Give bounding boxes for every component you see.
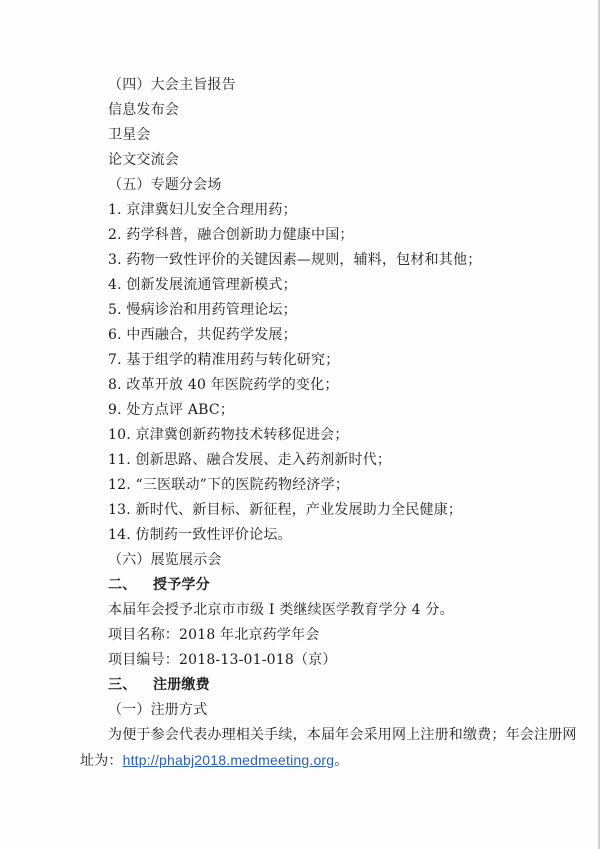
registration-text-line2 bbox=[80, 751, 349, 770]
session-item: 7. 基于组学的精准用药与转化研究； bbox=[108, 352, 340, 368]
session-item: 9. 处方点评 ABC； bbox=[108, 402, 235, 418]
credits-heading: 授予学分 bbox=[153, 577, 210, 593]
section-special-sessions: （五）专题分会场 bbox=[108, 177, 222, 193]
session-item: 6. 中西融合，共促药学发展； bbox=[108, 327, 297, 343]
credits-heading-number: 二、 bbox=[108, 577, 137, 593]
registration-text-line1: 为便于参会代表办理相关手续，本届年会采用网上注册和缴费；年会注册网 bbox=[108, 727, 577, 743]
credits-description: 本届年会授予北京市市级 I 类继续医学教育学分 4 分。 bbox=[108, 602, 454, 618]
section-info-release: 信息发布会 bbox=[108, 102, 179, 118]
url-prefix: 址为： bbox=[80, 753, 123, 769]
section-exhibition: （六）展览展示会 bbox=[108, 552, 222, 568]
session-item: 1. 京津冀妇儿安全合理用药； bbox=[108, 202, 297, 218]
url-suffix: 。 bbox=[334, 753, 349, 769]
session-item: 10. 京津冀创新药物技术转移促进会； bbox=[108, 427, 349, 443]
session-item: 14. 仿制药一致性评价论坛。 bbox=[108, 527, 292, 543]
session-item: 5. 慢病诊治和用药管理论坛； bbox=[108, 302, 297, 318]
registration-heading: 注册缴费 bbox=[153, 677, 210, 693]
session-item: 11. 创新思路、融合发展、走入药剂新时代； bbox=[108, 452, 392, 468]
session-item: 4. 创新发展流通管理新模式； bbox=[108, 277, 297, 293]
registration-heading-number: 三、 bbox=[108, 677, 137, 693]
section-keynote: （四）大会主旨报告 bbox=[108, 77, 236, 93]
section-paper-exchange: 论文交流会 bbox=[108, 152, 179, 168]
session-item: 8. 改革开放 40 年医院药学的变化； bbox=[108, 377, 339, 393]
project-name: 项目名称：2018 年北京药学年会 bbox=[108, 627, 320, 643]
registration-url-link[interactable]: http://phabj2018.medmeeting.org bbox=[122, 752, 335, 768]
project-number: 项目编号：2018-13-01-018（京） bbox=[108, 652, 337, 668]
registration-method: （一）注册方式 bbox=[108, 702, 208, 718]
session-item: 2. 药学科普，融合创新助力健康中国； bbox=[108, 227, 354, 243]
session-item: 13. 新时代、新目标、新征程，产业发展助力全民健康； bbox=[108, 502, 463, 518]
section-satellite: 卫星会 bbox=[108, 127, 151, 143]
session-item: 3. 药物一致性评价的关键因素—规则，辅料，包材和其他； bbox=[108, 252, 482, 268]
session-item: 12. “三医联动”下的医院药物经济学； bbox=[108, 477, 350, 493]
